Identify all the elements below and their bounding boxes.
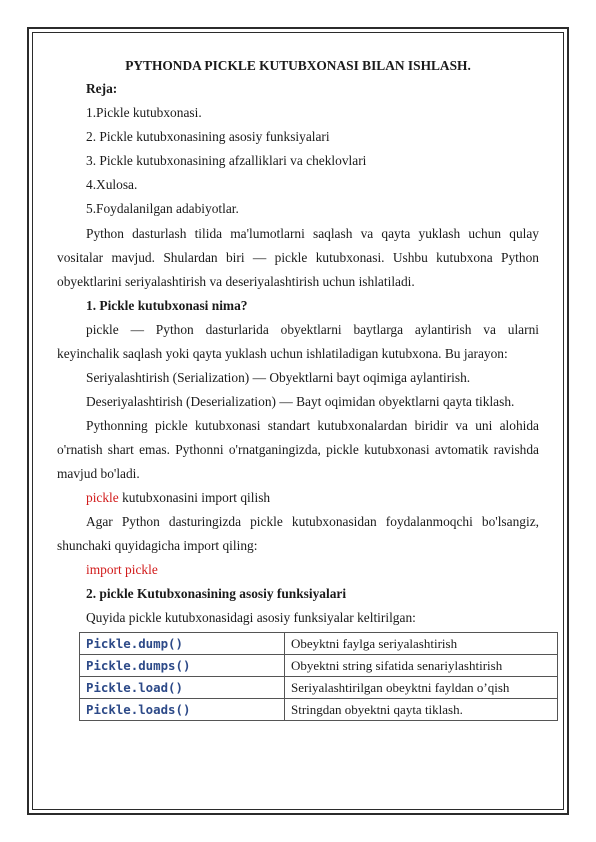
function-name: Pickle.dump() [80, 633, 285, 655]
document-title: PYTHONDA PICKLE KUTUBXONASI BILAN ISHLASH. [125, 58, 471, 73]
import-subheading-text: kutubxonasini import qilish [118, 490, 271, 505]
plan-item: 5.Foydalanilgan adabiyotlar. [86, 201, 239, 216]
import-subheading [86, 490, 270, 506]
section1-paragraph-line: shunchaki quyidagicha import qiling: [57, 538, 258, 553]
plan-item: 4.Xulosa. [86, 177, 138, 192]
section1-paragraph-line: Agar Python dasturingizda pickle kutubxonasidan foydalanmoqchi bo'lsangiz, [86, 514, 539, 529]
function-name: Pickle.loads() [80, 699, 285, 721]
functions-table [79, 632, 558, 721]
table-row [80, 699, 558, 721]
function-description: Stringdan obyektni qayta tiklash. [285, 699, 558, 721]
section1-paragraph-line: mavjud bo'ladi. [57, 466, 140, 481]
plan-item: 3. Pickle kutubxonasining afzalliklari va cheklovlari [86, 153, 367, 168]
section1-heading: 1. Pickle kutubxonasi nima? [86, 298, 248, 313]
section2-heading: 2. pickle Kutubxonasining asosiy funksiyalari [86, 586, 347, 601]
table-row [80, 677, 558, 699]
pickle-keyword: pickle [86, 490, 119, 505]
section1-paragraph-line: pickle — Python dasturlarida obyektlarni baytlarga aylantirish va ularni [86, 322, 539, 337]
section1-paragraph-line: o'rnatish shart emas. Pythonni o'rnatganingizda, pickle kutubxonasi avtomatik ravishda [57, 442, 539, 457]
table-row [80, 655, 558, 677]
function-name: Pickle.dumps() [80, 655, 285, 677]
intro-line: Python dasturlash tilida ma'lumotlarni saqlash va qayta yuklash uchun qulay [86, 226, 539, 241]
function-name: Pickle.load() [80, 677, 285, 699]
import-code: import pickle [86, 562, 158, 577]
function-description: Obeyktni faylga seriyalashtirish [285, 633, 558, 655]
deserialization-definition: Deseriyalashtirish (Deserialization) — Bayt oqimidan obyektlarni qayta tiklash. [86, 394, 515, 409]
intro-line: obyektlarini seriyalashtirish va deseriyalashtirish uchun ishlatiladi. [57, 274, 415, 289]
serialization-definition: Seriyalashtirish (Serialization) — Obyektlarni bayt oqimiga aylantirish. [86, 370, 471, 385]
table-row [80, 633, 558, 655]
plan-item: 1.Pickle kutubxonasi. [86, 105, 202, 120]
section1-paragraph-line: Pythonning pickle kutubxonasi standart kutubxonalardan biridir va uni alohida [86, 418, 539, 433]
section2-intro: Quyida pickle kutubxonasidagi asosiy funksiyalar keltirilgan: [86, 610, 416, 625]
function-description: Seriyalashtirilgan obeyktni fayldan o’qish [285, 677, 558, 699]
plan-item: 2. Pickle kutubxonasining asosiy funksiyalari [86, 129, 330, 144]
function-description: Obyektni string sifatida senariylashtirish [285, 655, 558, 677]
intro-line: vositalar mavjud. Shulardan biri — pickle kutubxonasi. Ushbu kutubxona Python [57, 250, 539, 265]
plan-heading: Reja: [86, 81, 118, 96]
section1-paragraph-line: keyinchalik saqlash yoki qayta yuklash uchun ishlatiladigan kutubxona. Bu jarayon: [57, 346, 508, 361]
